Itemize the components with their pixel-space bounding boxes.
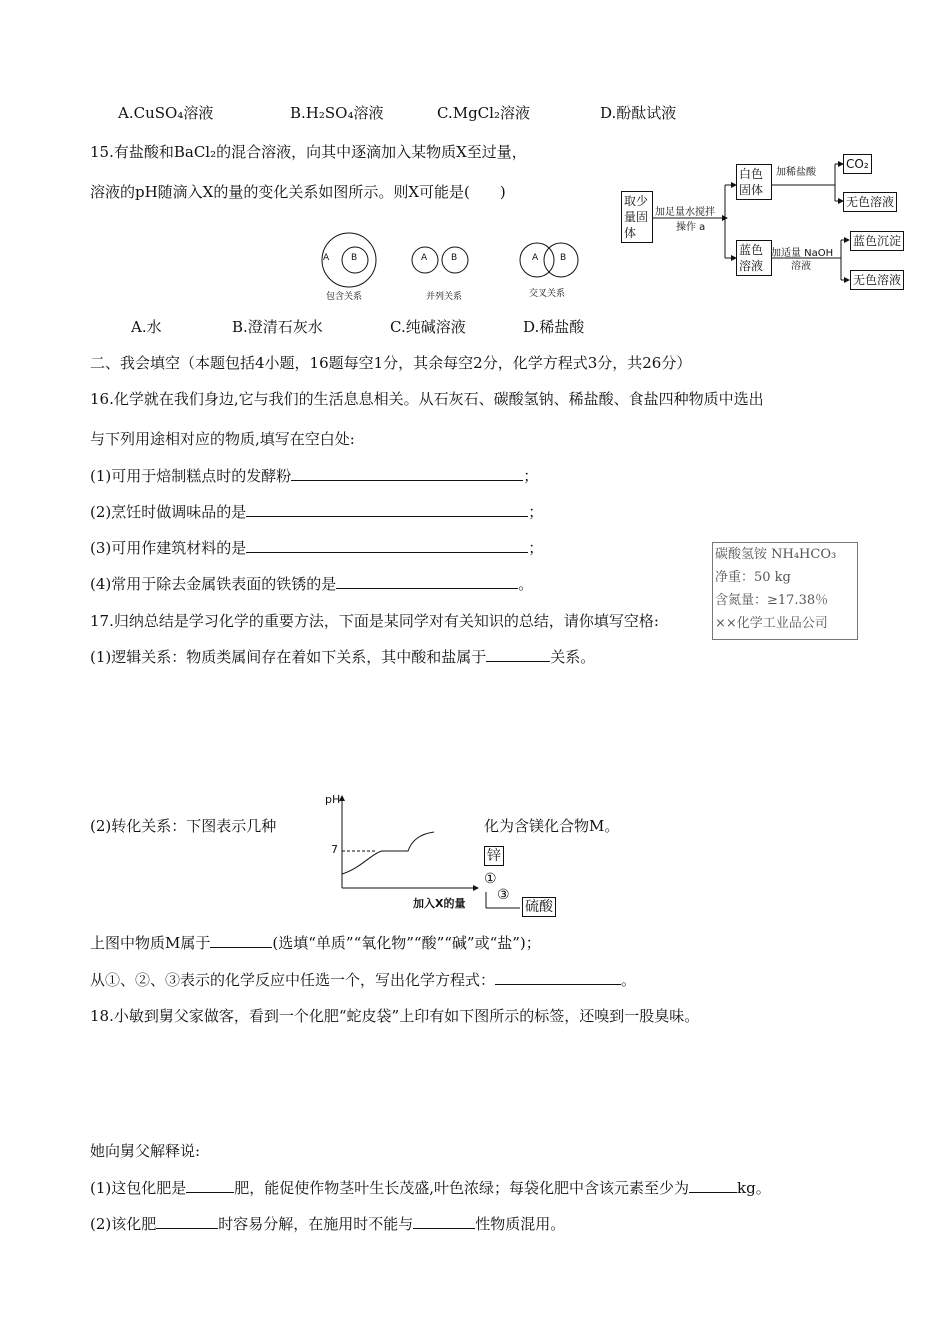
venn-label-b1: B <box>351 253 358 263</box>
q18-blank1[interactable] <box>186 1178 234 1193</box>
q15-line2: 溶液的pH随滴入X的量的变化关系如图所示。则X可能是( ) <box>90 183 506 201</box>
q15-option-b: B.澄清石灰水 <box>232 318 323 336</box>
q15-option-a: A.水 <box>131 318 162 336</box>
flow-co2: CO₂ <box>843 154 872 174</box>
ph-curve <box>342 832 434 874</box>
venn-label-a3: A <box>532 253 539 263</box>
zinc-box: 锌 <box>484 846 504 866</box>
q16-blank3[interactable] <box>246 538 528 553</box>
q16-item1: (1)可用于焙制糕点时的发酵粉 ； <box>90 467 539 485</box>
q15-option-d: D.稀盐酸 <box>523 318 585 336</box>
venn-caption-contain: 包含关系 <box>326 292 363 302</box>
flow-naoh-label2: 溶液 <box>791 261 811 272</box>
q17-transform-a: (2)转化关系：下图表示几种 <box>90 817 277 835</box>
fert-weight: 净重：50 kg <box>715 570 791 585</box>
q17-logic: (1)逻辑关系：物质类属间存在着如下关系，其中酸和盐属于 关系。 <box>90 648 596 666</box>
q16-line1: 16.化学就在我们身边,它与我们的生活息息相关。从石灰石、碳酸氢钠、稀盐酸、食盐四种物质中选出 <box>90 390 764 408</box>
flow-op-label: 加足量水搅拌 <box>655 207 715 218</box>
q16-item2: (2)烹饪时做调味品的是 ； <box>90 503 544 521</box>
q18-blank4[interactable] <box>413 1214 475 1229</box>
flow-naoh-label: 加适量 NaOH <box>771 248 834 259</box>
venn-caption-parallel: 并列关系 <box>426 292 463 302</box>
ph-x-axis-label: 加入X的量 <box>413 897 466 910</box>
q14-option-a: A.CuSO₄溶液 <box>118 104 214 122</box>
flow-blue-solution: 蓝色溶液 <box>736 240 772 276</box>
q18-blank2[interactable] <box>689 1178 737 1193</box>
q16-line2: 与下列用途相对应的物质,填写在空白处: <box>90 430 355 448</box>
circle-1-label: ① <box>484 871 497 887</box>
fertilizer-label <box>712 542 858 640</box>
q17-m-class: 上图中物质M属于 (选填“单质”“氧化物”“酸”“碱”或“盐”)； <box>90 934 541 952</box>
q15-option-c: C.纯碱溶液 <box>390 318 466 336</box>
q16-blank1[interactable] <box>291 466 523 481</box>
q18-line1: 18.小敏到舅父家做客，看到一个化肥“蛇皮袋”上印有如下图所示的标签，还嗅到一股臭味。 <box>90 1007 700 1025</box>
q15-line1: 15.有盐酸和BaCl₂的混合溶液，向其中逐滴加入某物质X至过量， <box>90 143 527 161</box>
q17-blank-relation[interactable] <box>486 647 550 662</box>
ph-axis-label: pH <box>325 793 341 806</box>
q17-line1: 17.归纳总结是学习化学的重要方法，下面是某同学对有关知识的总结，请你填写空格: <box>90 612 659 630</box>
sulfuric-acid-box: 硫酸 <box>522 897 556 917</box>
q18-item1: (1)这包化肥是 肥，能促使作物茎叶生长茂盛,叶色浓绿；每袋化肥中含该元素至少为 kg。 <box>90 1179 771 1197</box>
flow-blue-ppt: 蓝色沉淀 <box>850 231 904 251</box>
venn-caption-cross: 交叉关系 <box>529 289 566 299</box>
flow-op-label2: 操作 a <box>676 222 706 233</box>
fert-company: ××化学工业品公司 <box>715 616 828 631</box>
flow-start-box: 取少量固体 <box>621 191 653 243</box>
q16-item3: (3)可用作建筑材料的是 ； <box>90 539 544 557</box>
section2-heading: 二、我会填空（本题包括4小题，16题每空1分，其余每空2分，化学方程式3分，共26分） <box>90 354 692 372</box>
ph-chart-svg <box>316 792 486 912</box>
venn-label-b2: B <box>451 253 458 263</box>
flow-white-solid: 白色固体 <box>736 164 772 200</box>
venn-label-a1: A <box>323 253 330 263</box>
flow-colorless2: 无色溶液 <box>850 270 904 290</box>
venn-label-b3: B <box>560 253 567 263</box>
q18-blank3[interactable] <box>156 1214 218 1229</box>
q14-option-b: B.H₂SO₄溶液 <box>290 104 384 122</box>
q16-item4: (4)常用于除去金属铁表面的铁锈的是 。 <box>90 575 534 593</box>
flow-colorless1: 无色溶液 <box>843 192 897 212</box>
fert-name: 碳酸氢铵 NH₄HCO₃ <box>715 547 837 562</box>
q17-transform-b: 化为含镁化合物M。 <box>484 817 620 835</box>
q14-option-c: C.MgCl₂溶液 <box>437 104 530 122</box>
q18-item2: (2)该化肥 时容易分解，在施用时不能与 性物质混用。 <box>90 1215 566 1233</box>
venn-label-a2: A <box>421 253 428 263</box>
q16-blank2[interactable] <box>246 502 528 517</box>
flow-acid-label: 加稀盐酸 <box>776 167 816 178</box>
q14-option-d: D.酚酞试液 <box>600 104 677 122</box>
circle-3-label: ③ <box>497 887 510 903</box>
q16-blank4[interactable] <box>336 574 518 589</box>
q17-equation: 从①、②、③表示的化学反应中任选一个，写出化学方程式： 。 <box>90 971 637 989</box>
q17-blank-equation[interactable] <box>495 970 621 985</box>
ph-tick-7: 7 <box>331 843 338 856</box>
q17-blank-m[interactable] <box>210 933 272 948</box>
fert-nitrogen: 含氮量：≥17.38％ <box>715 593 829 608</box>
q18-line2: 她向舅父解释说: <box>90 1142 201 1160</box>
